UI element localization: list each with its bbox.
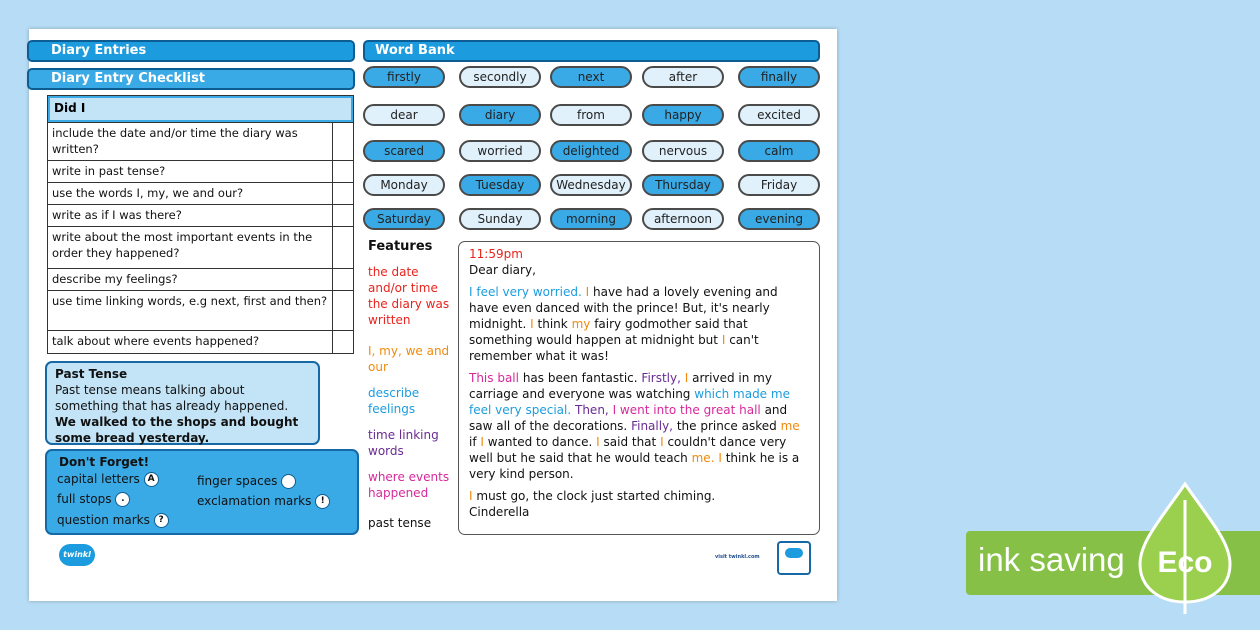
letter-text: if: [469, 435, 477, 449]
letter-text: I: [684, 371, 689, 385]
full-stops-line: [57, 491, 130, 507]
word-pill: scared: [363, 140, 445, 162]
word-pill: excited: [738, 104, 820, 126]
letter-text: Then,: [575, 403, 609, 417]
checklist-row: [48, 268, 353, 290]
checklist-checkbox[interactable]: [332, 161, 353, 182]
letter-text: I: [660, 435, 664, 449]
letter-text: me: [780, 419, 800, 433]
full-stops-label: full stops: [57, 492, 112, 506]
checklist-item: include the date and/or time the diary was written?: [52, 126, 298, 156]
checklist-checkbox[interactable]: [332, 205, 353, 226]
checklist-title: Diary Entry Checklist: [51, 71, 206, 86]
diary-entries-header: [27, 40, 355, 62]
letter-text: fairy godmother said that something would happen at midnight but: [469, 317, 748, 347]
finger-spaces-label: finger spaces: [197, 474, 278, 488]
word-pill: after: [642, 66, 724, 88]
letter-text: I: [596, 435, 600, 449]
twinkl-badge-icon: [777, 541, 811, 575]
features-title: Features: [368, 239, 433, 254]
letter-text: which made me feel very special.: [469, 387, 790, 417]
letter-text: must go, the clock just started chiming.: [476, 489, 716, 503]
question-marks-label: question marks: [57, 513, 150, 527]
exclamation-mark-icon: !: [315, 494, 330, 509]
letter-time: 11:59pm: [469, 247, 523, 261]
capital-letters-label: capital letters: [57, 472, 140, 486]
letter-text: I: [718, 451, 722, 465]
word-pill: morning: [550, 208, 632, 230]
word-pill: worried: [459, 140, 541, 162]
letter-text: my: [571, 317, 591, 331]
eco-badge-text: Eco: [1157, 546, 1213, 579]
word-pill: dear: [363, 104, 445, 126]
past-tense-body: Past tense means talking about something that has already happened.: [55, 383, 289, 413]
checklist-checkbox[interactable]: [332, 331, 353, 353]
word-bank-title: Word Bank: [375, 43, 455, 58]
letter-text: I: [480, 435, 484, 449]
checklist-row: [48, 160, 353, 182]
question-marks-line: [57, 512, 169, 528]
letter-signature: Cinderella: [469, 505, 530, 519]
word-pill: calm: [738, 140, 820, 162]
letter-text: can't remember what it was!: [469, 333, 759, 363]
checklist-header: [27, 68, 355, 90]
letter-paragraph-1: [469, 284, 809, 364]
full-stop-icon: .: [115, 492, 130, 507]
past-tense-title: Past Tense: [55, 367, 128, 381]
capital-letters-line: [57, 471, 159, 487]
eco-leaf-icon: [1130, 480, 1240, 614]
feature-pronouns: I, my, we and our: [368, 344, 450, 374]
checklist-row: [48, 204, 353, 226]
letter-text: I: [469, 489, 473, 503]
past-tense-box: [45, 361, 320, 445]
word-pill: Saturday: [363, 208, 445, 230]
checklist-item: describe my feelings?: [52, 272, 178, 286]
ink-saving-label: ink saving: [978, 541, 1125, 578]
example-diary-entry: [458, 241, 820, 535]
capital-letter-icon: A: [144, 472, 159, 487]
checklist-row: [48, 226, 353, 268]
dont-forget-title: Don't Forget!: [59, 455, 150, 469]
checklist-item: talk about where events happened?: [52, 334, 260, 348]
word-pill: next: [550, 66, 632, 88]
twinkl-logo: twinkl: [59, 544, 95, 566]
letter-text: arrived in my carriage and everyone was watching: [469, 371, 772, 401]
letter-paragraph-2: [469, 370, 809, 482]
feature-date-time: the date and/or time the diary was written: [368, 265, 450, 327]
checklist-row: [48, 122, 353, 160]
word-pill: evening: [738, 208, 820, 230]
word-pill: secondly: [459, 66, 541, 88]
checklist-item: write as if I was there?: [52, 208, 182, 222]
letter-text: I: [721, 333, 726, 347]
letter-text: has been fantastic.: [522, 371, 638, 385]
checklist-item: write about the most important events in the order they happened?: [52, 230, 313, 260]
word-pill: Wednesday: [550, 174, 632, 196]
checklist-row: [48, 330, 353, 353]
letter-text: the prince asked: [676, 419, 777, 433]
finger-space-icon: [281, 474, 296, 489]
word-pill: from: [550, 104, 632, 126]
checklist-checkbox[interactable]: [332, 183, 353, 204]
checklist-checkbox[interactable]: [332, 227, 353, 268]
letter-text: I feel very worried.: [469, 285, 582, 299]
word-pill: Monday: [363, 174, 445, 196]
word-pill: happy: [642, 104, 724, 126]
word-pill: firstly: [363, 66, 445, 88]
checklist-column-header: Did I: [48, 96, 353, 122]
word-pill: Sunday: [459, 208, 541, 230]
letter-text: This ball: [469, 371, 519, 385]
worksheet: [29, 29, 837, 601]
checklist-row: [48, 290, 353, 330]
letter-text: Finally,: [631, 419, 673, 433]
checklist-checkbox[interactable]: [332, 269, 353, 290]
letter-text: have had a lovely evening and have even danced with the prince! But, it's nearly midnight.: [469, 285, 778, 331]
letter-text: wanted to dance.: [487, 435, 593, 449]
letter-paragraph-3: [469, 488, 809, 504]
word-pill: finally: [738, 66, 820, 88]
letter-text: Firstly,: [641, 371, 681, 385]
letter-text: I: [585, 285, 590, 299]
word-pill: afternoon: [642, 208, 724, 230]
letter-text: me.: [691, 451, 715, 465]
word-pill: Friday: [738, 174, 820, 196]
letter-text: think he is a very kind person.: [469, 451, 800, 481]
letter-text: and saw all of the decorations.: [469, 403, 788, 433]
dont-forget-box: [45, 449, 359, 535]
word-pill: nervous: [642, 140, 724, 162]
word-pill: Thursday: [642, 174, 724, 196]
exclamation-marks-label: exclamation marks: [197, 494, 312, 508]
feature-time-words: time linking words: [368, 428, 439, 458]
letter-greeting: Dear diary,: [469, 263, 536, 277]
word-bank-header: [363, 40, 820, 62]
question-mark-icon: ?: [154, 513, 169, 528]
diary-entries-title: Diary Entries: [51, 43, 147, 58]
letter-text: think: [537, 317, 568, 331]
checklist-item: use time linking words, e.g next, first and then?: [52, 294, 328, 308]
finger-spaces-line: [197, 473, 296, 489]
checklist-row: [48, 182, 353, 204]
feature-places: where events happened: [368, 470, 450, 500]
checklist-item: use the words I, my, we and our?: [52, 186, 244, 200]
checklist-table: [47, 95, 354, 354]
checklist-checkbox[interactable]: [332, 123, 353, 160]
exclamation-marks-line: [197, 493, 330, 509]
checklist-item: write in past tense?: [52, 164, 166, 178]
past-tense-example: We walked to the shops and bought some bread yesterday.: [55, 415, 299, 445]
letter-text: said that: [603, 435, 657, 449]
letter-text: I: [530, 317, 534, 331]
feature-past-tense: past tense: [368, 516, 432, 530]
letter-text: I went into the great hall: [612, 403, 761, 417]
checklist-checkbox[interactable]: [332, 291, 353, 330]
word-pill: delighted: [550, 140, 632, 162]
feature-feelings: describe feelings: [368, 386, 420, 416]
footer-url: visit twinkl.com: [715, 554, 760, 560]
word-pill: diary: [459, 104, 541, 126]
word-pill: Tuesday: [459, 174, 541, 196]
letter-text: couldn't dance very well but he said that he would teach: [469, 435, 787, 465]
